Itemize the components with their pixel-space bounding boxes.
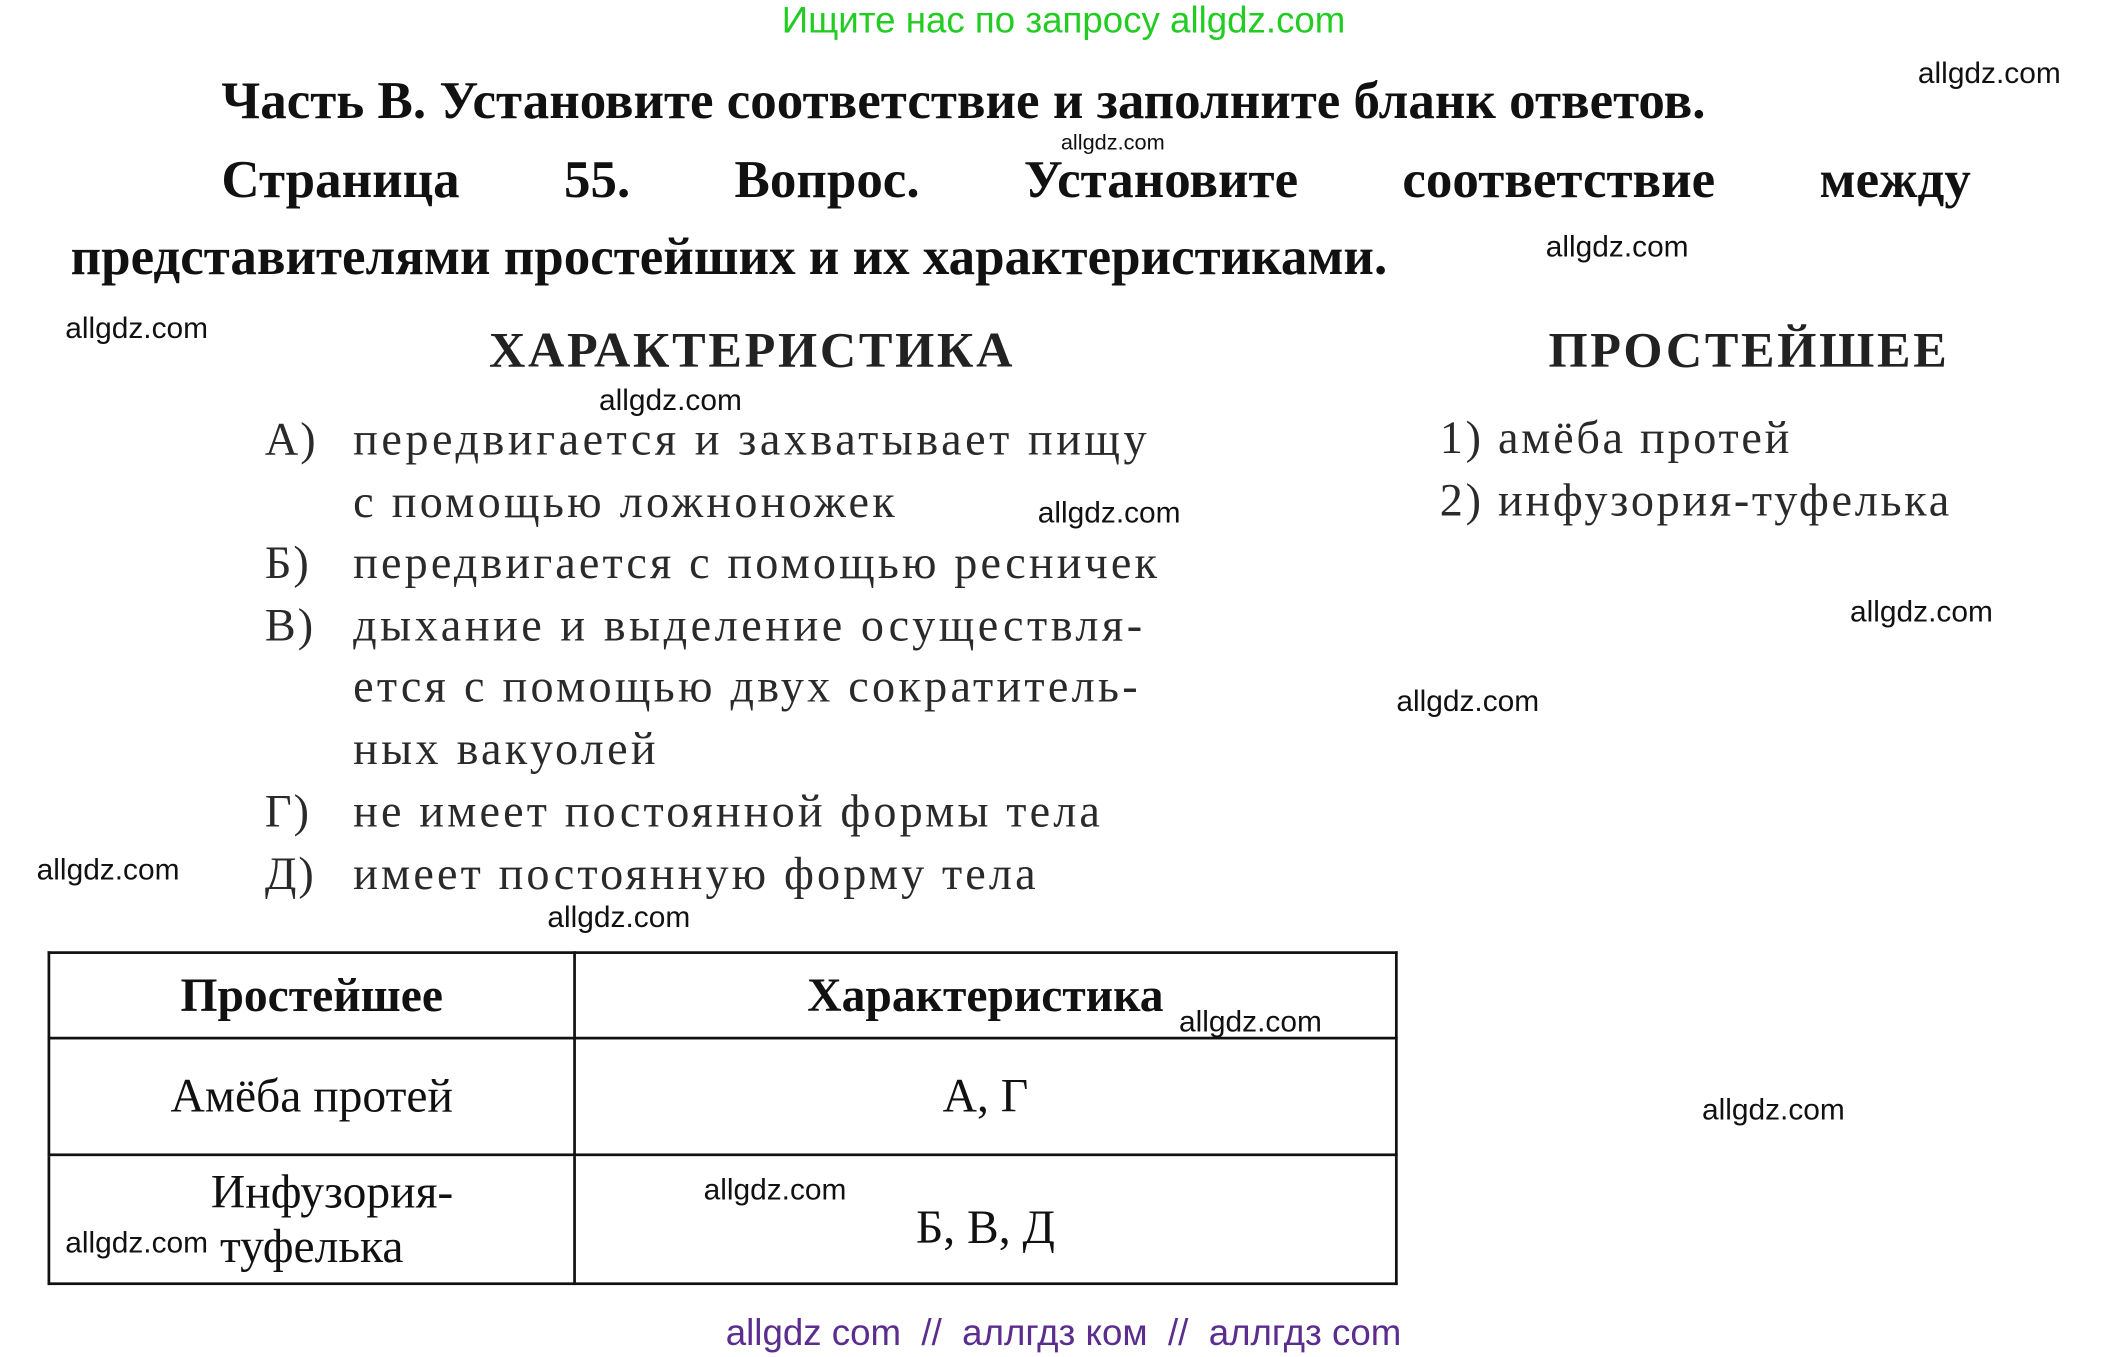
cell-organism (49, 1155, 575, 1284)
char-v-line: ных вакуолей (353, 724, 659, 775)
watermark: allgdz.com (1850, 594, 1993, 629)
word: Страница (221, 150, 460, 209)
protozoa-item: 2) инфузория-туфелька (1439, 476, 1952, 527)
watermark: allgdz.com (1179, 1004, 1322, 1039)
heading-line-2 (221, 149, 1970, 210)
word: Вопрос. (734, 150, 920, 209)
watermark: allgdz.com (703, 1172, 847, 1207)
word: соответствие (1402, 150, 1716, 209)
watermark: allgdz.com (1060, 131, 1165, 155)
organism-line: туфелька (219, 1219, 404, 1273)
watermark: allgdz.com (599, 382, 742, 417)
watermark: allgdz.com (1917, 55, 2061, 90)
cell-organism: Амёба протей (49, 1038, 575, 1155)
search-banner[interactable]: Ищите нас по запросу allgdz.com (781, 0, 1346, 41)
char-v-line: дыхание и выделение осуществля- (353, 601, 1146, 652)
protozoa-header: ПРОСТЕЙШЕЕ (1548, 322, 1950, 379)
header-characteristic: Характеристика (575, 953, 1397, 1038)
word: 55. (563, 150, 631, 209)
char-letter-v: В) (264, 601, 316, 652)
word: Установите (1023, 150, 1299, 209)
char-letter-a: А) (264, 415, 318, 466)
watermark: allgdz.com (1701, 1092, 1845, 1127)
characteristics-header: ХАРАКТЕРИСТИКА (488, 322, 1016, 379)
organism-line: Инфузория- (210, 1164, 454, 1218)
char-letter-b: Б) (264, 538, 311, 589)
cell-answer: А, Г (575, 1038, 1397, 1155)
char-a-line: с помощью ложноножек (353, 477, 898, 528)
cell-answer: Б, В, Д (575, 1155, 1397, 1284)
watermark: allgdz.com (65, 1225, 209, 1260)
char-v-line: ется с помощью двух сократитель- (353, 662, 1141, 713)
header-organism: Простейшее (49, 953, 575, 1038)
char-letter-d: Д) (264, 849, 316, 900)
watermark: allgdz.com (547, 899, 691, 934)
heading-line-1: Часть В. Установите соответствие и заполните бланк ответов. (221, 71, 1706, 131)
protozoa-item: 1) амёба протей (1439, 413, 1793, 465)
watermark: allgdz.com (36, 852, 180, 887)
char-letter-g: Г) (264, 787, 312, 838)
watermark: allgdz.com (1037, 495, 1181, 530)
heading-line-3: представителями простейших и их характеристиками. (70, 227, 1388, 287)
footer-links[interactable]: allgdz com // аллгдз ком // аллгдз com (725, 1312, 1402, 1353)
watermark: allgdz.com (1545, 229, 1689, 264)
answer-table (48, 951, 1398, 1285)
char-d-line: имеет постоянную форму тела (353, 849, 1039, 900)
char-g-line: не имеет постоянной формы тела (353, 787, 1104, 838)
word: между (1819, 150, 1971, 209)
char-a-line: передвигается и захватывает пищу (353, 415, 1151, 466)
char-b-line: передвигается с помощью ресничек (353, 538, 1161, 589)
watermark: allgdz.com (65, 310, 209, 345)
watermark: allgdz.com (1396, 683, 1540, 718)
